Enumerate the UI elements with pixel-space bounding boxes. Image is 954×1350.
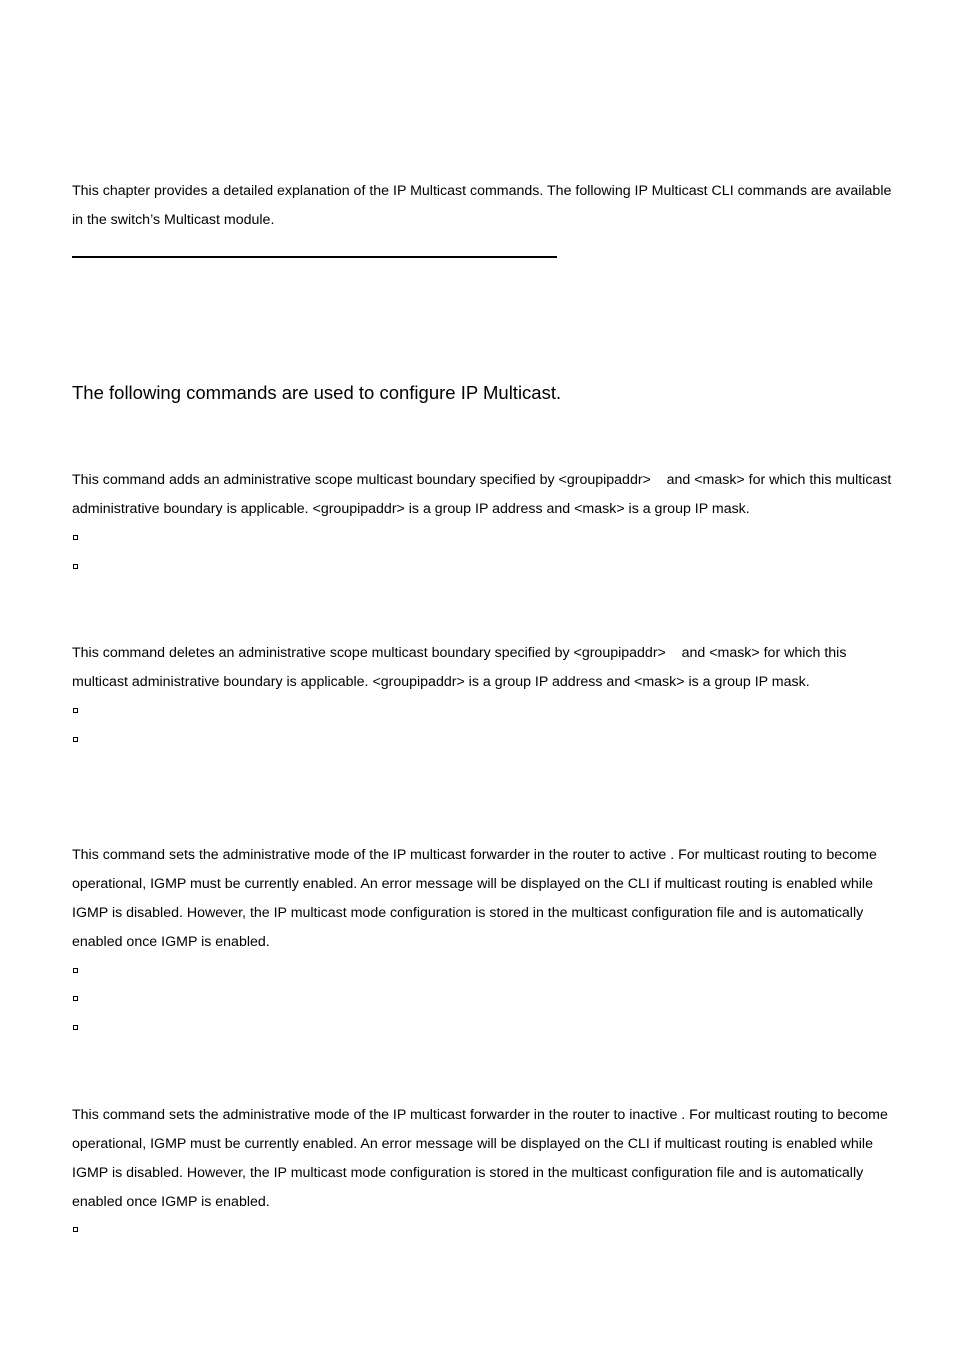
bullet-icon	[73, 1227, 78, 1232]
bullet-icon	[73, 996, 78, 1001]
bullet-icon	[73, 737, 78, 742]
bullet-icon	[73, 708, 78, 713]
bullet-icon	[73, 535, 78, 540]
command-description-ip-mcast-boundary: This command adds an administrative scope multicast boundary specified by <groupipaddr> and <mask> for which this multicast administrative boundary is applicable. <groupipaddr> is a group IP address and <mask> is a group IP mask.	[72, 472, 892, 517]
command-description-no-ip-mcast-boundary: This command deletes an administrative scope multicast boundary specified by <groupipaddr> and <mask> for which this multicast administrative boundary is applicable. <groupipaddr> is a group IP address and <mask> is a group IP mask.	[72, 645, 847, 690]
section-heading: The following commands are used to configure IP Multicast.	[72, 382, 562, 403]
bullet-icon	[73, 564, 78, 569]
command-description-no-ip-multicast: This command sets the administrative mode of the IP multicast forwarder in the router to inactive . For multicast routing to become operational, IGMP must be currently enabled. An error message will be displayed on the CLI if multicast routing is enabled while IGMP is disabled. However, the IP multicast mode configuration is stored in the multicast configuration file and is automatically enabled once IGMP is enabled.	[72, 1107, 888, 1210]
intro-paragraph: This chapter provides a detailed explanation of the IP Multicast commands. The following IP Multicast CLI commands are available in the switch’s Multicast module.	[72, 183, 892, 228]
bullet-icon	[73, 1025, 78, 1030]
command-description-ip-multicast: This command sets the administrative mode of the IP multicast forwarder in the router to active . For multicast routing to become operational, IGMP must be currently enabled. An error message will be displayed on the CLI if multicast routing is enabled while IGMP is disabled. However, the IP multicast mode configuration is stored in the multicast configuration file and is automatically enabled once IGMP is enabled.	[72, 847, 877, 950]
bullet-icon	[73, 968, 78, 973]
section-divider	[72, 256, 557, 258]
